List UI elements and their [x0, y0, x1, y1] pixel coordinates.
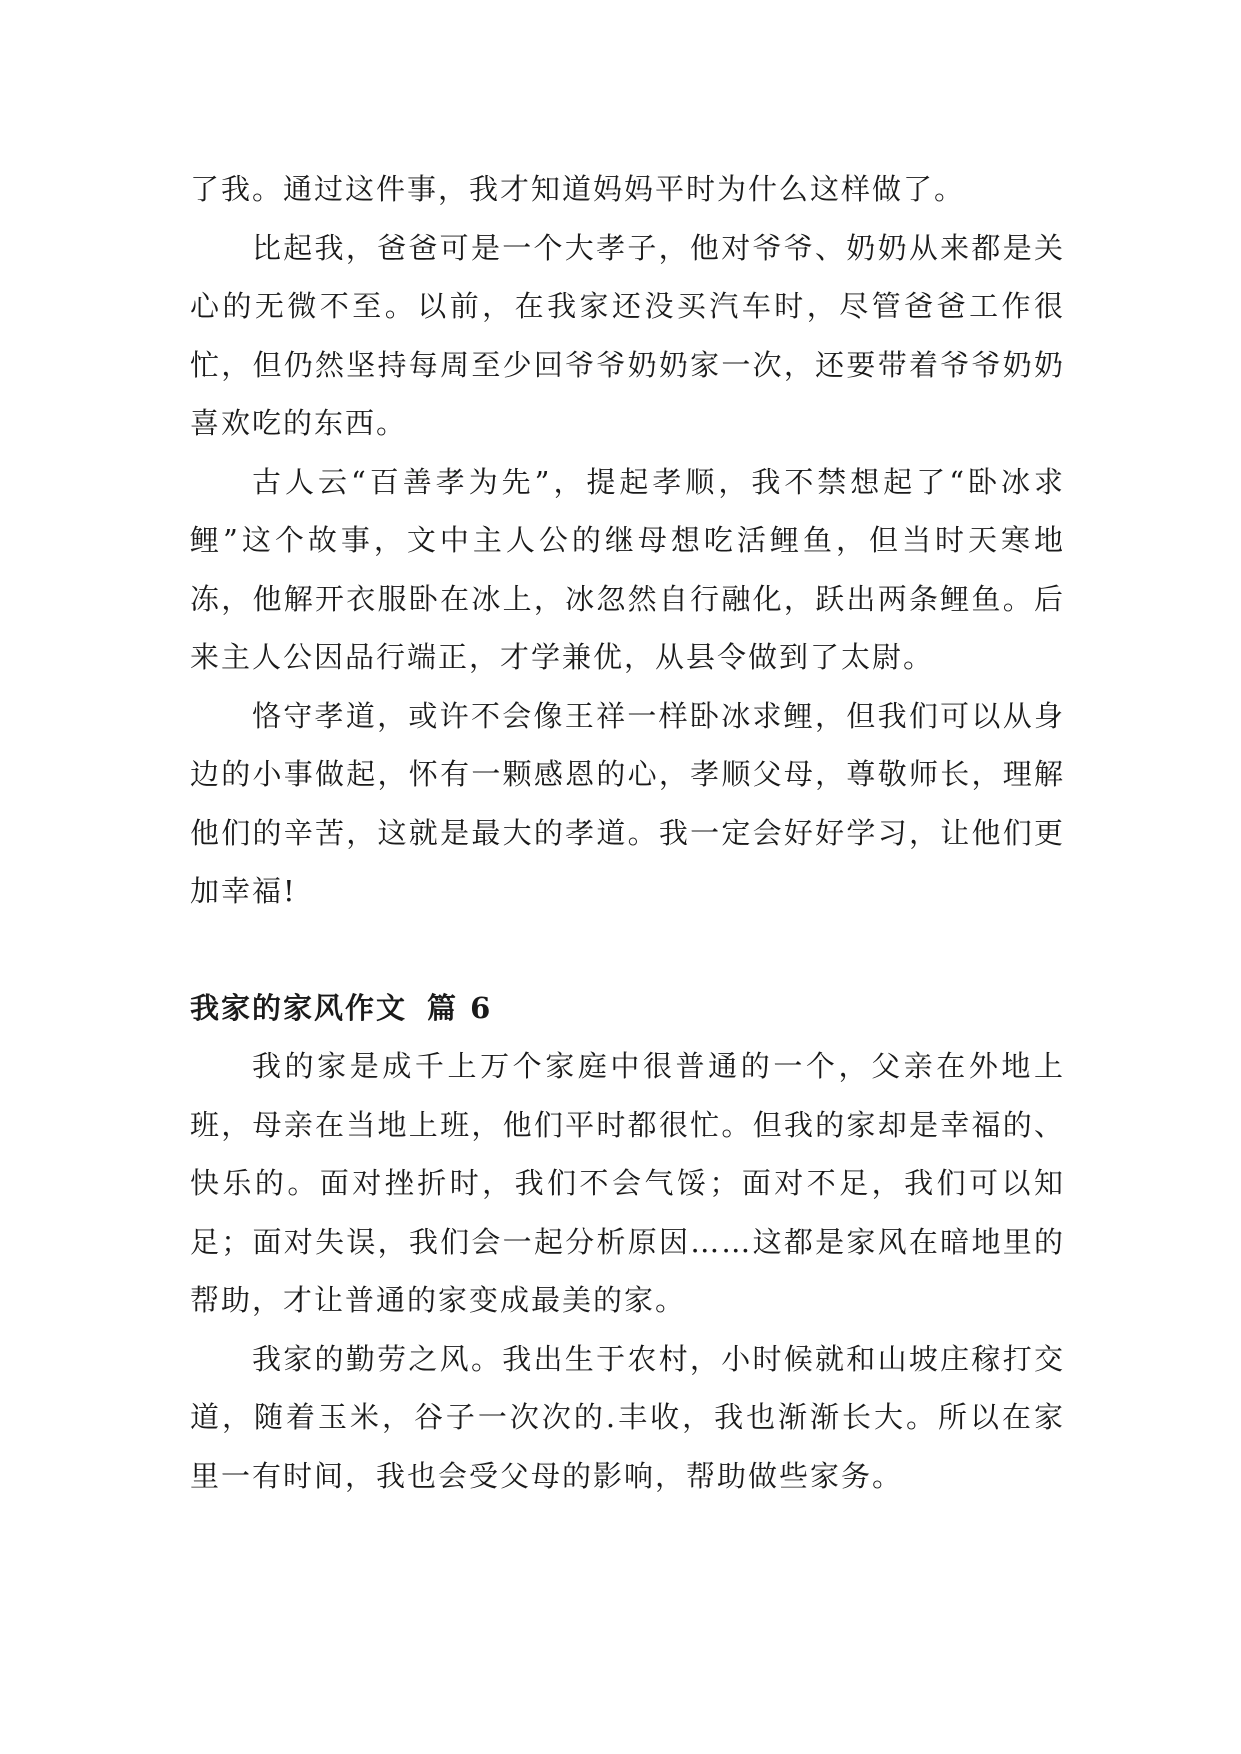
article-heading — [190, 979, 1065, 1038]
paragraph-father-filial: 比起我，爸爸可是一个大孝子，他对爷爷、奶奶从来都是关心的无微不至。以前，在我家还没买汽车时，尽管爸爸工作很忙，但仍然坚持每周至少回爷爷奶奶家一次，还要带着爷爷奶奶喜欢吃的东西。 — [190, 230, 1065, 440]
paragraph-diligence: 我家的勤劳之风。我出生于农村，小时候就和山坡庄稼打交道，随着玉米，谷子一次次的.丰收，我也渐渐长大。所以在家里一有时间，我也会受父母的影响，帮助做些家务。 — [190, 1341, 1065, 1493]
document-body — [190, 160, 1065, 1505]
paragraph-continuation: 了我。通过这件事，我才知道妈妈平时为什么这样做了。 — [190, 172, 966, 206]
paragraph-family-intro: 我的家是成千上万个家庭中很普通的一个，父亲在外地上班，母亲在当地上班，他们平时都很忙。但我的家却是幸福的、快乐的。面对挫折时，我们不会气馁；面对不足，我们可以知足；面对失误，我们会一起分析原因……这都是家风在暗地里的帮助，才让普通的家变成最美的家。 — [190, 1049, 1065, 1317]
article-section-number: 篇 6 — [427, 990, 493, 1025]
article-title: 我家的家风作文 — [190, 990, 408, 1025]
paragraph-conclusion: 恪守孝道，或许不会像王祥一样卧冰求鲤，但我们可以从身边的小事做起，怀有一颗感恩的心，孝顺父母，尊敬师长，理解他们的辛苦，这就是最大的孝道。我一定会好好学习，让他们更加幸福! — [190, 698, 1065, 908]
paragraph-ancient-story: 古人云“百善孝为先”，提起孝顺，我不禁想起了“卧冰求鲤”这个故事，文中主人公的继母想吃活鲤鱼，但当时天寒地冻，他解开衣服卧在冰上，冰忽然自行融化，跃出两条鲤鱼。后来主人公因品行端正，才学兼优，从县令做到了太尉。 — [190, 464, 1065, 674]
